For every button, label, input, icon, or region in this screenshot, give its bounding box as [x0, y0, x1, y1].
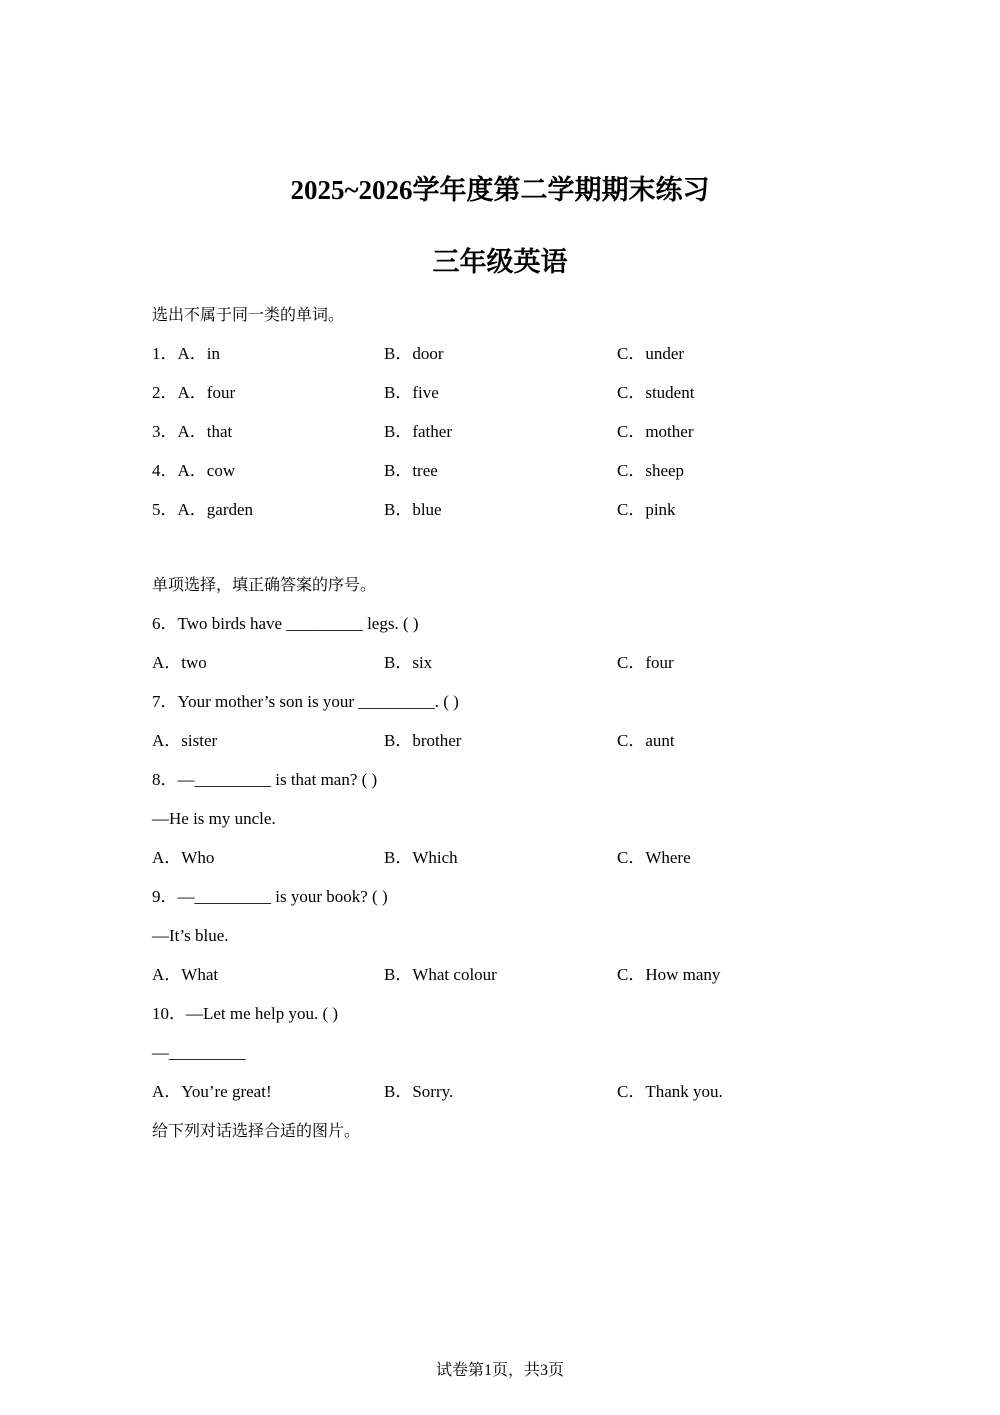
option-c: C．four [617, 653, 674, 672]
option-b: B．five [384, 383, 439, 402]
page-footer: 试卷第1页，共3页 [435, 1362, 564, 1379]
question-9-stem: 9．—_________ is your book? ( ) [152, 887, 388, 906]
question-row [152, 382, 852, 404]
question-10-stem: 10．—Let me help you. ( ) [152, 1004, 339, 1023]
option-c: C．student [617, 383, 695, 402]
option-a: A．sister [152, 731, 218, 750]
question-row [152, 343, 852, 365]
option-a: A．Who [152, 848, 215, 867]
option-a: A．You’re great! [152, 1082, 272, 1101]
option-a: 3．A．that [152, 422, 233, 441]
question-7-stem: 7．Your mother’s son is your _________. ( ) [152, 692, 459, 711]
question-6-stem: 6．Two birds have _________ legs. ( ) [152, 614, 419, 633]
option-a: A．two [152, 653, 207, 672]
section2-instruction: 单项选择，填正确答案的序号。 [152, 575, 377, 594]
option-b: B．blue [384, 500, 442, 519]
option-c: C．under [617, 344, 685, 363]
option-a: A．What [152, 965, 219, 984]
option-c: C．pink [617, 500, 676, 519]
option-c: C．Thank you. [617, 1082, 723, 1101]
question-10-options [152, 1081, 852, 1103]
question-row [152, 499, 852, 521]
section1-instruction: 选出不属于同一类的单词。 [152, 305, 345, 324]
option-b: B．father [384, 422, 452, 441]
option-b: B．tree [384, 461, 438, 480]
question-8-options [152, 847, 852, 869]
page-subtitle: 三年级英语 [432, 247, 568, 277]
option-b: B．Sorry. [384, 1082, 454, 1101]
option-c: C．How many [617, 965, 721, 984]
question-8-stem: 8．—_________ is that man? ( ) [152, 770, 378, 789]
question-6-options [152, 652, 852, 674]
question-10-reply: —_________ [152, 1043, 246, 1062]
option-b: B．brother [384, 731, 462, 750]
option-c: C．Where [617, 848, 691, 867]
question-7-options [152, 730, 852, 752]
option-c: C．sheep [617, 461, 685, 480]
section3-instruction: 给下列对话选择合适的图片。 [152, 1121, 361, 1140]
question-9-options [152, 964, 852, 986]
option-a: 1．A．in [152, 344, 220, 363]
option-b: B．Which [384, 848, 458, 867]
option-a: 2．A．four [152, 383, 236, 402]
option-a: 4．A．cow [152, 461, 236, 480]
option-b: B．door [384, 344, 444, 363]
option-b: B．six [384, 653, 433, 672]
question-8-reply: —He is my uncle. [152, 809, 276, 828]
question-row [152, 421, 852, 443]
page-title: 2025~2026学年度第二学期期末练习 [290, 175, 710, 205]
option-c: C．mother [617, 422, 694, 441]
option-b: B．What colour [384, 965, 497, 984]
question-row [152, 460, 852, 482]
question-9-reply: —It’s blue. [152, 926, 229, 945]
option-c: C．aunt [617, 731, 675, 750]
option-a: 5．A．garden [152, 500, 254, 519]
